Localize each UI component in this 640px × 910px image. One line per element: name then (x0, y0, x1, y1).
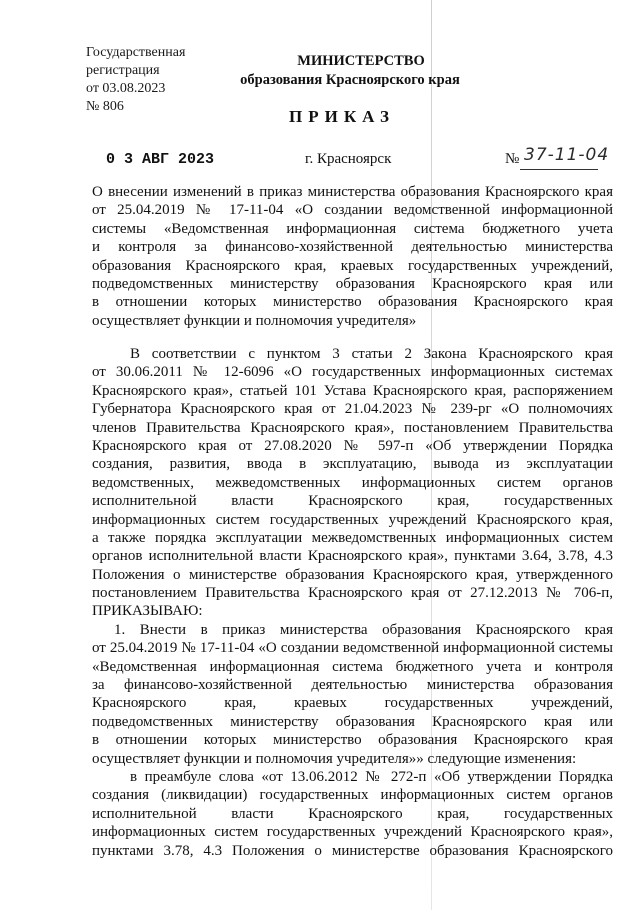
body-line: В соответствии с пунктом 3 статьи 2 Закона Красноярского края (130, 346, 613, 362)
number-sign: № (505, 151, 520, 167)
heading-line: подведомственных министерству образования Красноярского края или (92, 275, 613, 292)
order-title: ПРИКАЗ (289, 107, 395, 126)
body-line: Положения о министерстве образования Красноярского края, утвержденного (92, 566, 613, 583)
ministry-subtitle: образования Красноярского края (240, 72, 460, 88)
ministry-header (0, 52, 640, 90)
body-line: подведомственных министерству образования Красноярского края или (92, 713, 613, 730)
order-heading (92, 183, 613, 330)
body-line: за финансово-хозяйственной деятельностью министерства образования (92, 677, 613, 694)
registration-number: № 806 (86, 99, 124, 114)
body-line: 1. Внести в приказ министерства образования Красноярского края (114, 621, 613, 638)
heading-line: и контроля за финансово-хозяйственной деятельностью министерства (92, 239, 613, 256)
heading-line: системы «Ведомственная информационная система бюджетного учета (92, 220, 613, 237)
order-body (92, 345, 613, 860)
date-stamp: 0 3 АВГ 2023 (106, 151, 215, 168)
heading-line: образования Красноярского края, краевых государственных учреждений, (92, 257, 613, 274)
heading-line: в отношении которых министерство образования Красноярского края (92, 294, 613, 311)
body-line: а также порядка эксплуатации межведомственных информационных систем (92, 529, 613, 546)
body-line: Красноярского края, краевых государственных учреждений, (92, 695, 613, 712)
body-line: создания, развития, ввода в эксплуатацию, вывода из эксплуатации (92, 456, 613, 473)
body-line: информационных систем государственных учреждений Красноярского края, (92, 511, 613, 528)
order-number: 37-11-04 (524, 145, 610, 165)
body-line: постановлением Правительства Красноярского края от 27.12.2013 № 706-п, (92, 585, 613, 602)
body-line: от 25.04.2019 № 17-11-04 «О создании ведомственной информационной системы (92, 640, 613, 657)
registration-date: от 03.08.2023 (86, 81, 166, 96)
body-line: пунктами 3.78, 4.3 Положения о министерстве образования Красноярского (92, 842, 613, 859)
body-line: исполнительной власти Красноярского края, государственных (92, 493, 613, 510)
heading-line: О внесении изменений в приказ министерства образования Красноярского края (92, 184, 613, 200)
body-line: осуществляет функции и полномочия учредителя»» следующие изменения: (92, 750, 577, 767)
body-line: органов исполнительной власти Красноярского края», пунктами 3.64, 3.78, 4.3 (92, 548, 613, 565)
body-line: создания (ликвидации) государственных информационных систем органов (92, 787, 613, 804)
body-line: Красноярского края», статьей 101 Устава Красноярского края, распоряжением (92, 382, 613, 399)
body-line: в преамбуле слова «от 13.06.2012 № 272-п «Об утверждении Порядка (130, 768, 613, 785)
body-line: информационных систем государственных учреждений Красноярского края», (92, 824, 613, 841)
registration-line: Государственная (86, 45, 186, 60)
registration-line: регистрация (86, 63, 160, 78)
body-line: от 30.06.2011 № 12-6096 «О государственных информационных системах (92, 364, 613, 381)
ministry-title: МИНИСТЕРСТВО (297, 53, 425, 69)
body-line: членов Правительства Красноярского края», постановлением Правительства (92, 419, 613, 436)
heading-line: от 25.04.2019 № 17-11-04 «О создании ведомственной информационной (92, 202, 613, 219)
body-line: исполнительной власти Красноярского края, государственных (92, 805, 613, 822)
body-line: в отношении которых министерство образования Красноярского края (92, 732, 613, 749)
body-line: ведомственных, межведомственных информационных систем органов (92, 474, 613, 491)
city-label: г. Красноярск (305, 151, 392, 167)
body-line: «Ведомственная информационная система бюджетного учета и контроля (92, 658, 613, 675)
order-command: ПРИКАЗЫВАЮ: (92, 603, 203, 620)
number-underline (520, 169, 598, 170)
body-line: Красноярского края от 27.08.2020 № 597-п «Об утверждении Порядка (92, 437, 613, 454)
heading-line: осуществляет функции и полномочия учредителя» (92, 312, 417, 329)
body-line: Губернатора Красноярского края от 21.04.2023 № 239-рг «О полномочиях (92, 401, 613, 418)
